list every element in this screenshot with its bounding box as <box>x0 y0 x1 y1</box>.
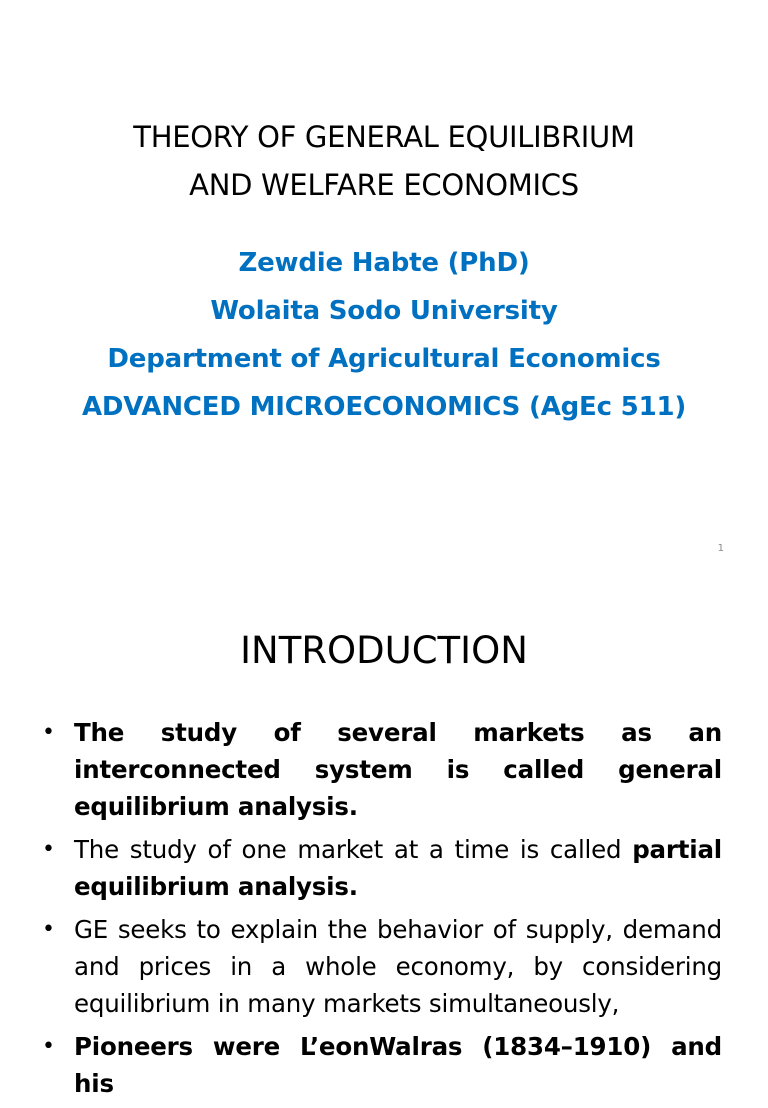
bullet-item <box>42 911 722 1022</box>
author-info <box>40 239 728 431</box>
bullet-item <box>42 714 722 825</box>
bullet-item <box>42 1028 722 1102</box>
section-title: INTRODUCTION <box>240 629 528 672</box>
bullet-icon: • <box>42 1034 55 1059</box>
bullet-icon: • <box>42 837 55 862</box>
bullet-bold-text: Pioneers were L’eonWalras (1834–1910) and his <box>74 1032 722 1098</box>
slide-number: 1 <box>717 543 724 554</box>
university-name: Wolaita Sodo University <box>210 296 558 326</box>
department-name: Department of Agricultural Economics <box>107 344 661 374</box>
title-line-1: THEORY OF GENERAL EQUILIBRIUM <box>133 120 635 154</box>
bullet-icon: • <box>42 720 55 745</box>
title-line-2: AND WELFARE ECONOMICS <box>189 168 579 202</box>
course-name: ADVANCED MICROECONOMICS (AgEc 511) <box>81 392 687 422</box>
bullet-item <box>42 831 722 905</box>
bullet-bold-text: partial equilibrium analysis. <box>74 835 722 901</box>
bullet-bold-text: The study of several markets as an interconnected system is called general equilibrium analysis. <box>74 718 722 821</box>
bullet-text: GE seeks to explain the behavior of supply, demand and prices in a whole economy, by considering equilibrium in many markets simultaneously, <box>74 915 722 1018</box>
bullet-text: The study of one market at a time is called <box>74 835 633 864</box>
presentation-title <box>40 113 728 209</box>
author-name: Zewdie Habte (PhD) <box>238 248 530 278</box>
introduction-slide <box>0 576 768 1098</box>
bullet-list <box>42 714 722 1108</box>
bullet-icon: • <box>42 917 55 942</box>
